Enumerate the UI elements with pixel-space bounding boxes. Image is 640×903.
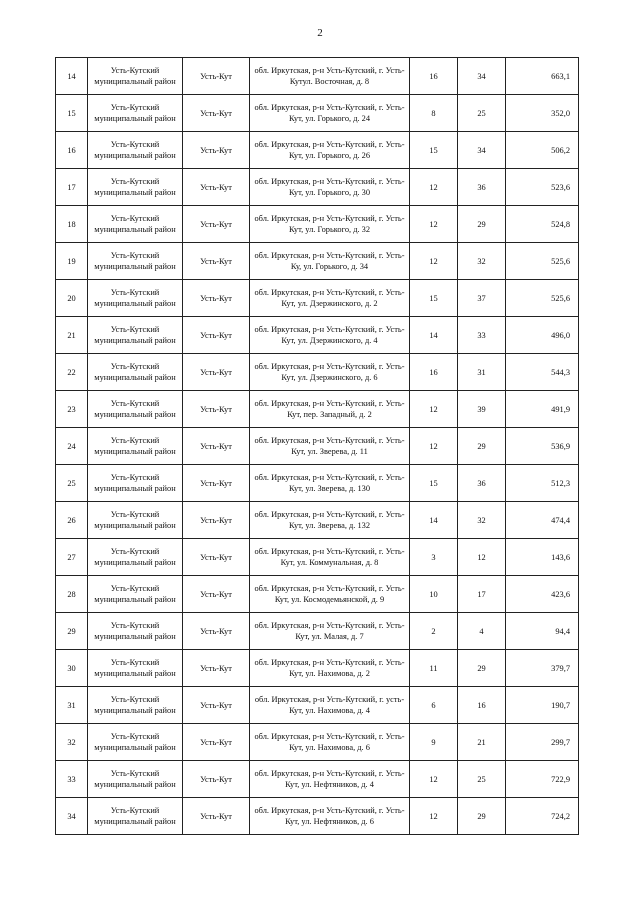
- area-cell: 525,6: [506, 243, 579, 280]
- row-number-cell: 25: [56, 465, 88, 502]
- housing-registry-table: [55, 57, 579, 835]
- district-cell: Усть-Кутский муниципальный район: [88, 391, 183, 428]
- address-cell: обл. Иркутская, р-н Усть-Кутский, г. Усть-Кут, ул. Горького, д. 24: [250, 95, 410, 132]
- row-number-cell: 24: [56, 428, 88, 465]
- count-cell-b: 31: [458, 354, 506, 391]
- settlement-cell: Усть-Кут: [183, 465, 250, 502]
- count-cell-a: 16: [410, 58, 458, 95]
- row-number-cell: 34: [56, 798, 88, 835]
- count-cell-a: 15: [410, 465, 458, 502]
- count-cell-b: 29: [458, 650, 506, 687]
- count-cell-b: 25: [458, 95, 506, 132]
- count-cell-a: 10: [410, 576, 458, 613]
- row-number-cell: 29: [56, 613, 88, 650]
- settlement-cell: Усть-Кут: [183, 576, 250, 613]
- row-number-cell: 20: [56, 280, 88, 317]
- row-number-cell: 21: [56, 317, 88, 354]
- count-cell-a: 3: [410, 539, 458, 576]
- count-cell-b: 4: [458, 613, 506, 650]
- area-cell: 299,7: [506, 724, 579, 761]
- district-cell: Усть-Кутский муниципальный район: [88, 354, 183, 391]
- area-cell: 722,9: [506, 761, 579, 798]
- settlement-cell: Усть-Кут: [183, 169, 250, 206]
- district-cell: Усть-Кутский муниципальный район: [88, 613, 183, 650]
- area-cell: 474,4: [506, 502, 579, 539]
- table-row: [56, 724, 579, 761]
- count-cell-a: 15: [410, 132, 458, 169]
- district-cell: Усть-Кутский муниципальный район: [88, 687, 183, 724]
- count-cell-a: 14: [410, 317, 458, 354]
- district-cell: Усть-Кутский муниципальный район: [88, 539, 183, 576]
- address-cell: обл. Иркутская, р-н Усть-Кутский, г. Усть-Кут, ул. Дзержинского, д. 2: [250, 280, 410, 317]
- district-cell: Усть-Кутский муниципальный район: [88, 169, 183, 206]
- area-cell: 506,2: [506, 132, 579, 169]
- settlement-cell: Усть-Кут: [183, 391, 250, 428]
- row-number-cell: 28: [56, 576, 88, 613]
- table-row: [56, 243, 579, 280]
- count-cell-b: 32: [458, 243, 506, 280]
- table-row: [56, 687, 579, 724]
- table-row: [56, 576, 579, 613]
- count-cell-a: 12: [410, 243, 458, 280]
- district-cell: Усть-Кутский муниципальный район: [88, 798, 183, 835]
- address-cell: обл. Иркутская, р-н Усть-Кутский, г. Усть-Кут, ул. Зверева, д. 11: [250, 428, 410, 465]
- count-cell-a: 12: [410, 428, 458, 465]
- address-cell: обл. Иркутская, р-н Усть-Кутский, г. Усть-Ку, ул. Горького, д. 34: [250, 243, 410, 280]
- row-number-cell: 17: [56, 169, 88, 206]
- area-cell: 512,3: [506, 465, 579, 502]
- table-row: [56, 95, 579, 132]
- table-row: [56, 280, 579, 317]
- count-cell-b: 34: [458, 132, 506, 169]
- settlement-cell: Усть-Кут: [183, 761, 250, 798]
- table-row: [56, 206, 579, 243]
- address-cell: обл. Иркутская, р-н Усть-Кутский, г. Усть-Кут, ул. Зверева, д. 130: [250, 465, 410, 502]
- area-cell: 525,6: [506, 280, 579, 317]
- district-cell: Усть-Кутский муниципальный район: [88, 576, 183, 613]
- settlement-cell: Усть-Кут: [183, 502, 250, 539]
- count-cell-a: 9: [410, 724, 458, 761]
- settlement-cell: Усть-Кут: [183, 354, 250, 391]
- address-cell: обл. Иркутская, р-н Усть-Кутский, г. Усть-Кутул. Восточная, д. 8: [250, 58, 410, 95]
- district-cell: Усть-Кутский муниципальный район: [88, 58, 183, 95]
- row-number-cell: 31: [56, 687, 88, 724]
- table-row: [56, 132, 579, 169]
- settlement-cell: Усть-Кут: [183, 58, 250, 95]
- count-cell-b: 34: [458, 58, 506, 95]
- count-cell-a: 12: [410, 798, 458, 835]
- table-row: [56, 354, 579, 391]
- address-cell: обл. Иркутская, р-н Усть-Кутский, г. Усть-Кут, ул. Нахимова, д. 6: [250, 724, 410, 761]
- table-row: [56, 761, 579, 798]
- district-cell: Усть-Кутский муниципальный район: [88, 317, 183, 354]
- count-cell-b: 36: [458, 465, 506, 502]
- count-cell-b: 21: [458, 724, 506, 761]
- count-cell-a: 14: [410, 502, 458, 539]
- settlement-cell: Усть-Кут: [183, 613, 250, 650]
- count-cell-b: 32: [458, 502, 506, 539]
- district-cell: Усть-Кутский муниципальный район: [88, 206, 183, 243]
- area-cell: 524,8: [506, 206, 579, 243]
- table-row: [56, 502, 579, 539]
- district-cell: Усть-Кутский муниципальный район: [88, 502, 183, 539]
- address-cell: обл. Иркутская, р-н Усть-Кутский, г. Усть-Кут, пер. Западный, д. 2: [250, 391, 410, 428]
- count-cell-b: 29: [458, 428, 506, 465]
- settlement-cell: Усть-Кут: [183, 280, 250, 317]
- address-cell: обл. Иркутская, р-н Усть-Кутский, г. Усть-Кут, ул. Коммунальная, д. 8: [250, 539, 410, 576]
- area-cell: 379,7: [506, 650, 579, 687]
- district-cell: Усть-Кутский муниципальный район: [88, 724, 183, 761]
- count-cell-a: 2: [410, 613, 458, 650]
- count-cell-a: 12: [410, 761, 458, 798]
- area-cell: 536,9: [506, 428, 579, 465]
- address-cell: обл. Иркутская, р-н Усть-Кутский, г. Усть-Кут, ул. Дзержинского, д. 6: [250, 354, 410, 391]
- area-cell: 724,2: [506, 798, 579, 835]
- district-cell: Усть-Кутский муниципальный район: [88, 428, 183, 465]
- settlement-cell: Усть-Кут: [183, 428, 250, 465]
- row-number-cell: 14: [56, 58, 88, 95]
- address-cell: обл. Иркутская, р-н Усть-Кутский, г. Усть-Кут, ул. Горького, д. 30: [250, 169, 410, 206]
- table-row: [56, 613, 579, 650]
- settlement-cell: Усть-Кут: [183, 132, 250, 169]
- address-cell: обл. Иркутская, р-н Усть-Кутский, г. Усть-Кут, ул. Нефтяников, д. 6: [250, 798, 410, 835]
- district-cell: Усть-Кутский муниципальный район: [88, 95, 183, 132]
- address-cell: обл. Иркутская, р-н Усть-Кутский, г. Усть-Кут, ул. Нахимова, д. 2: [250, 650, 410, 687]
- row-number-cell: 27: [56, 539, 88, 576]
- row-number-cell: 30: [56, 650, 88, 687]
- area-cell: 352,0: [506, 95, 579, 132]
- count-cell-a: 16: [410, 354, 458, 391]
- district-cell: Усть-Кутский муниципальный район: [88, 243, 183, 280]
- area-cell: 190,7: [506, 687, 579, 724]
- table-row: [56, 391, 579, 428]
- table-row: [56, 58, 579, 95]
- table-row: [56, 650, 579, 687]
- settlement-cell: Усть-Кут: [183, 539, 250, 576]
- table-row: [56, 428, 579, 465]
- count-cell-b: 17: [458, 576, 506, 613]
- count-cell-b: 39: [458, 391, 506, 428]
- row-number-cell: 23: [56, 391, 88, 428]
- table-row: [56, 539, 579, 576]
- count-cell-a: 8: [410, 95, 458, 132]
- table-row: [56, 317, 579, 354]
- settlement-cell: Усть-Кут: [183, 687, 250, 724]
- settlement-cell: Усть-Кут: [183, 243, 250, 280]
- count-cell-b: 29: [458, 206, 506, 243]
- settlement-cell: Усть-Кут: [183, 95, 250, 132]
- count-cell-b: 16: [458, 687, 506, 724]
- table-row: [56, 465, 579, 502]
- count-cell-a: 12: [410, 206, 458, 243]
- address-cell: обл. Иркутская, р-н Усть-Кутский, г. Усть-Кут, ул. Малая, д. 7: [250, 613, 410, 650]
- area-cell: 423,6: [506, 576, 579, 613]
- address-cell: обл. Иркутская, р-н Усть-Кутский, г. Усть-Кут, ул. Дзержинского, д. 4: [250, 317, 410, 354]
- row-number-cell: 18: [56, 206, 88, 243]
- table-row: [56, 169, 579, 206]
- count-cell-a: 12: [410, 169, 458, 206]
- settlement-cell: Усть-Кут: [183, 650, 250, 687]
- row-number-cell: 32: [56, 724, 88, 761]
- area-cell: 496,0: [506, 317, 579, 354]
- count-cell-a: 11: [410, 650, 458, 687]
- count-cell-b: 25: [458, 761, 506, 798]
- area-cell: 523,6: [506, 169, 579, 206]
- row-number-cell: 33: [56, 761, 88, 798]
- count-cell-b: 37: [458, 280, 506, 317]
- district-cell: Усть-Кутский муниципальный район: [88, 465, 183, 502]
- district-cell: Усть-Кутский муниципальный район: [88, 650, 183, 687]
- settlement-cell: Усть-Кут: [183, 724, 250, 761]
- count-cell-a: 6: [410, 687, 458, 724]
- address-cell: обл. Иркутская, р-н Усть-Кутский, г. Усть-Кут, ул. Горького, д. 26: [250, 132, 410, 169]
- address-cell: обл. Иркутская, р-н Усть-Кутский, г. Усть-Кут, ул. Горького, д. 32: [250, 206, 410, 243]
- area-cell: 544,3: [506, 354, 579, 391]
- area-cell: 94,4: [506, 613, 579, 650]
- count-cell-b: 12: [458, 539, 506, 576]
- address-cell: обл. Иркутская, р-н Усть-Кутский, г. Усть-Кут, ул. Зверева, д. 132: [250, 502, 410, 539]
- address-cell: обл. Иркутская, р-н Усть-Кутский, г. Усть-Кут, ул. Нефтяников, д. 4: [250, 761, 410, 798]
- settlement-cell: Усть-Кут: [183, 317, 250, 354]
- district-cell: Усть-Кутский муниципальный район: [88, 132, 183, 169]
- district-cell: Усть-Кутский муниципальный район: [88, 280, 183, 317]
- row-number-cell: 26: [56, 502, 88, 539]
- row-number-cell: 22: [56, 354, 88, 391]
- count-cell-b: 33: [458, 317, 506, 354]
- row-number-cell: 15: [56, 95, 88, 132]
- row-number-cell: 16: [56, 132, 88, 169]
- address-cell: обл. Иркутская, р-н Усть-Кутский, г. усть-Кут, ул. Нахимова, д. 4: [250, 687, 410, 724]
- count-cell-a: 15: [410, 280, 458, 317]
- count-cell-b: 29: [458, 798, 506, 835]
- settlement-cell: Усть-Кут: [183, 206, 250, 243]
- address-cell: обл. Иркутская, р-н Усть-Кутский, г. Усть-Кут, ул. Космодемьянской, д. 9: [250, 576, 410, 613]
- area-cell: 143,6: [506, 539, 579, 576]
- row-number-cell: 19: [56, 243, 88, 280]
- area-cell: 491,9: [506, 391, 579, 428]
- page-number: 2: [317, 27, 323, 39]
- table-row: [56, 798, 579, 835]
- district-cell: Усть-Кутский муниципальный район: [88, 761, 183, 798]
- count-cell-b: 36: [458, 169, 506, 206]
- table-body: [56, 58, 579, 835]
- count-cell-a: 12: [410, 391, 458, 428]
- area-cell: 663,1: [506, 58, 579, 95]
- settlement-cell: Усть-Кут: [183, 798, 250, 835]
